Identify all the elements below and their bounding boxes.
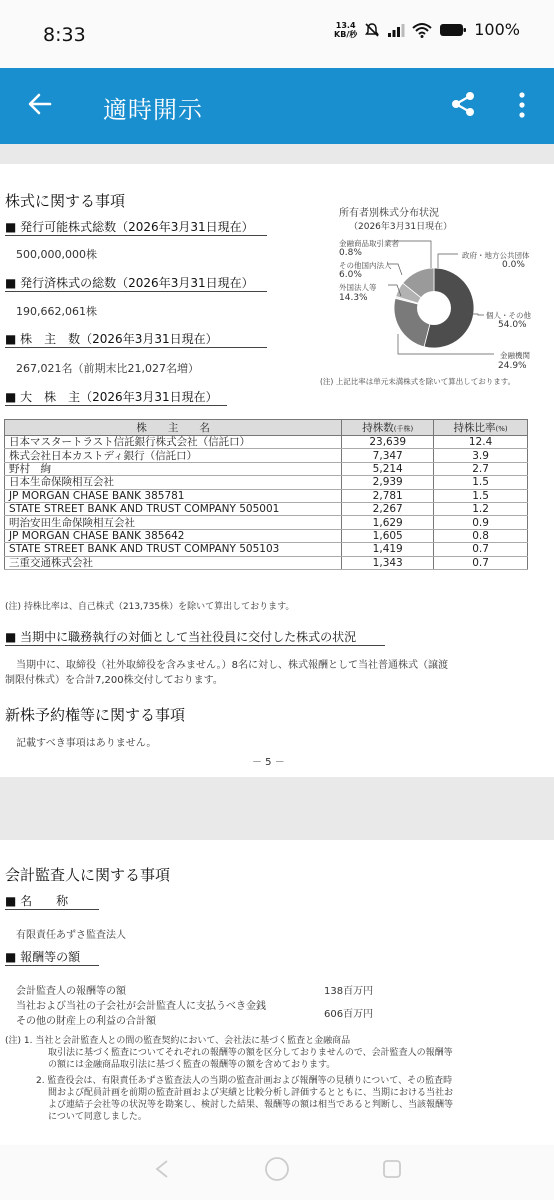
cell-shares: 1,419 <box>342 543 434 556</box>
authorized-shares-value: 500,000,000株 <box>16 248 97 261</box>
distribution-note: (注) 上記比率は単元未満株式を除いて算出しております。 <box>320 377 516 386</box>
auditor-name-value: 有限責任あずさ監査法人 <box>16 930 126 941</box>
cell-shares: 1,605 <box>342 529 434 542</box>
status-time: 8:33 <box>43 24 86 46</box>
label-government-value: 0.0% <box>502 260 525 270</box>
cell-ratio: 1.5 <box>434 476 528 489</box>
cell-shares: 5,214 <box>342 462 434 475</box>
label-individual-value: 54.0% <box>498 320 527 330</box>
fee2-value: 606百万円 <box>324 1009 374 1020</box>
cell-name: 明治安田生命保険相互会社 <box>5 516 342 529</box>
label-individual-name: 個人・その他 <box>486 311 531 320</box>
label-financial-value: 24.9% <box>498 361 527 371</box>
status-icons <box>334 20 520 39</box>
label-financial-name: 金融機関 <box>500 351 530 360</box>
cell-shares: 2,267 <box>342 502 434 515</box>
nav-recents-icon[interactable] <box>380 1157 404 1181</box>
label-foreign-value: 14.3% <box>339 293 368 303</box>
app-bar <box>0 68 554 144</box>
wifi-icon <box>412 22 432 38</box>
cell-shares: 2,939 <box>342 476 434 489</box>
battery-icon <box>439 22 467 38</box>
section-heading-auditor: 会計監査人に関する事項 <box>5 866 171 884</box>
table-note: (注) 持株比率は、自己株式（213,735株）を除いて算出しております。 <box>5 602 295 612</box>
cell-name: 株式会社日本カストディ銀行（信託口） <box>5 449 342 462</box>
auditor-fee-label: ■ 報酬等の額 <box>5 948 99 966</box>
bell-muted-icon <box>364 22 380 38</box>
table-row <box>5 449 528 462</box>
table-row <box>5 462 528 475</box>
cell-shares: 1,629 <box>342 516 434 529</box>
cell-name: 三重交通株式会社 <box>5 556 342 569</box>
officer-shares-text-2: 制限付株式）を合計7,200株交付しております。 <box>5 675 223 686</box>
table-row <box>5 529 528 542</box>
authorized-shares-label: ■ 発行可能株式総数（2026年3月31日現在） <box>5 218 267 236</box>
auditor-note-2-line-3: よび連結子会社等の状況等を勘案し、検討した結果、報酬等の額は相当であると判断し、当該報酬等 <box>48 1100 454 1110</box>
cell-ratio: 0.8 <box>434 529 528 542</box>
document-page-5 <box>0 164 554 777</box>
label-government-name: 政府・地方公共団体 <box>462 251 530 260</box>
cell-name: 日本マスタートラスト信託銀行株式会社（信託口） <box>5 436 342 449</box>
cell-name: STATE STREET BANK AND TRUST COMPANY 505103 <box>5 543 342 556</box>
fee1-value: 138百万円 <box>324 986 374 997</box>
distribution-title: 所有者別株式分布状況 <box>339 208 439 219</box>
donut-hole <box>417 291 451 325</box>
auditor-name-label: ■ 名 称 <box>5 892 99 910</box>
network-speed: 13.4 KB/秒 <box>334 20 358 39</box>
status-bar <box>0 0 554 68</box>
auditor-note-1-line-2: 取引法に基づく監査についてそれぞれの報酬等の額を区分しておりませんので、会計監査人の報酬等 <box>48 1048 453 1058</box>
distribution-date: （2026年3月31日現在） <box>349 222 453 232</box>
cell-ratio: 1.2 <box>434 502 528 515</box>
fee1-label: 会計監査人の報酬等の額 <box>16 986 126 997</box>
cell-shares: 2,781 <box>342 489 434 502</box>
auditor-note-2-line-1: 2. 監査役会は、有限責任あずさ監査法人の当期の監査計画および報酬等の見積りについて、その監査時 <box>36 1076 453 1086</box>
page-number: － 5 － <box>252 757 285 768</box>
cell-ratio: 3.9 <box>434 449 528 462</box>
auditor-note-2-line-4: について同意しました。 <box>48 1112 147 1122</box>
shareholders-count-label: ■ 株 主 数（2026年3月31日現在） <box>5 330 267 348</box>
cell-ratio: 2.7 <box>434 462 528 475</box>
officer-shares-text-1: 当期中に、取締役（社外取締役を含みません。）8名に対し、株式報酬として当社普通株式（譲渡 <box>16 660 448 671</box>
auditor-note-1-line-3: の額には金融商品取引法に基づく監査の報酬等の額を含めております。 <box>48 1060 336 1070</box>
back-arrow-icon[interactable] <box>26 90 54 118</box>
fee2-label-1: 当社および当社の子会社が会計監査人に支払うべき金銭 <box>16 1001 266 1012</box>
label-foreign-name: 外国法人等 <box>339 283 377 292</box>
fee2-label-2: その他の財産上の利益の合計額 <box>16 1016 156 1027</box>
table-header-row <box>5 420 528 436</box>
cell-name: 野村 絢 <box>5 462 342 475</box>
page-title: 適時開示 <box>103 96 203 124</box>
leader-line-government <box>438 254 458 268</box>
rights-text: 記載すべき事項はありません。 <box>16 738 157 749</box>
label-domestic-value: 6.0% <box>339 270 362 280</box>
table-row <box>5 543 528 556</box>
section-heading-shares: 株式に関する事項 <box>5 192 126 210</box>
header-ratio: 持株比率(%) <box>434 420 528 436</box>
header-shares: 持株数(千株) <box>342 420 434 436</box>
major-shareholders-table <box>4 419 528 570</box>
table-row <box>5 489 528 502</box>
auditor-note-2-line-2: 間および配員計画を前期の監査計画および実績と比較分析し評価するとともに、当期における当社お <box>48 1088 454 1098</box>
document-page-6 <box>0 840 554 1145</box>
table-row <box>5 476 528 489</box>
battery-percent: 100% <box>474 20 520 39</box>
share-icon[interactable] <box>449 90 477 118</box>
cell-ratio: 12.4 <box>434 436 528 449</box>
cell-shares: 1,343 <box>342 556 434 569</box>
table-row <box>5 516 528 529</box>
table-row <box>5 436 528 449</box>
shareholders-count-value: 267,021名（前期末比21,027名増） <box>16 362 199 375</box>
cell-shares: 23,639 <box>342 436 434 449</box>
label-domestic-name: その他国内法人 <box>339 261 392 270</box>
major-shareholders-label: ■ 大 株 主（2026年3月31日現在） <box>5 388 227 406</box>
system-nav-bar <box>0 1145 554 1200</box>
cell-name: STATE STREET BANK AND TRUST COMPANY 505001 <box>5 502 342 515</box>
cell-name: JP MORGAN CHASE BANK 385781 <box>5 489 342 502</box>
table-row <box>5 502 528 515</box>
section-heading-rights: 新株予約権等に関する事項 <box>5 706 186 724</box>
table-row <box>5 556 528 569</box>
signal-icon <box>387 23 405 37</box>
officer-shares-label: ■ 当期中に職務執行の対価として当社役員に交付した株式の状況 <box>5 628 385 646</box>
nav-back-icon[interactable] <box>150 1157 174 1181</box>
label-securities-name: 金融商品取引業者 <box>339 239 399 248</box>
cell-ratio: 0.7 <box>434 543 528 556</box>
header-name: 株 主 名 <box>5 420 342 436</box>
label-securities-value: 0.8% <box>339 248 362 258</box>
issued-shares-value: 190,662,061株 <box>16 305 97 318</box>
nav-home-icon[interactable] <box>263 1155 291 1183</box>
issued-shares-label: ■ 発行済株式の総数（2026年3月31日現在） <box>5 274 267 292</box>
cell-name: JP MORGAN CHASE BANK 385642 <box>5 529 342 542</box>
cell-name: 日本生命保険相互会社 <box>5 476 342 489</box>
cell-ratio: 0.7 <box>434 556 528 569</box>
cell-shares: 7,347 <box>342 449 434 462</box>
more-options-icon[interactable] <box>512 90 532 120</box>
cell-ratio: 1.5 <box>434 489 528 502</box>
cell-ratio: 0.9 <box>434 516 528 529</box>
table-body <box>5 436 528 570</box>
auditor-note-1-line-1: (注) 1. 当社と会計監査人との間の監査契約において、会社法に基づく監査と金融商品 <box>5 1036 351 1046</box>
